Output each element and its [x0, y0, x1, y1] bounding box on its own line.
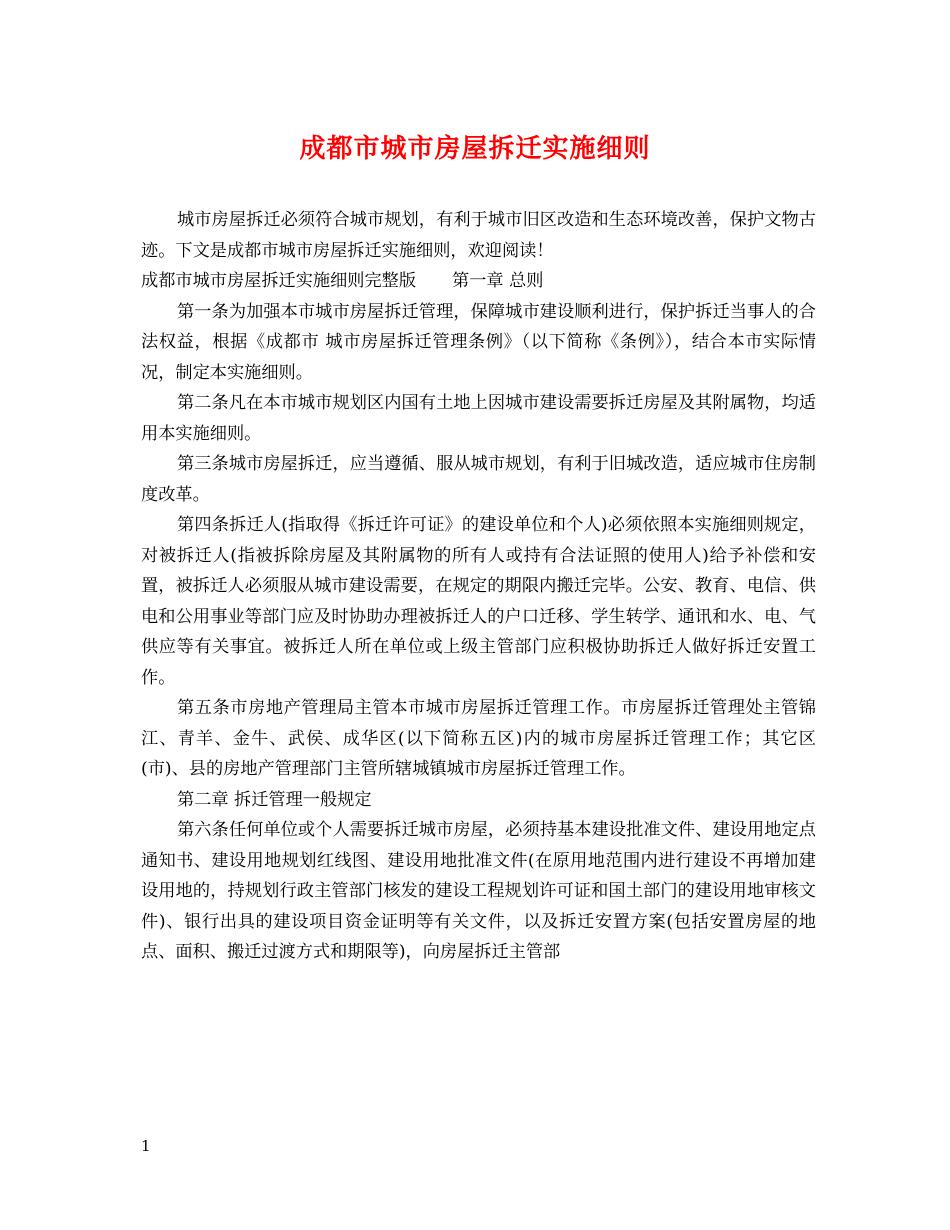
article-6: 第六条任何单位或个人需要拆迁城市房屋，必须持基本建设批准文件、建设用地定点通知书、建设用地规划红线图、建设用地批准文件(在原用地范围内进行建设不再增加建设用地的，持规划行政主管部门核发的建设工程规划许可证和国土部门的建设用地审核文件)、银行出具的建设项目资金证明等有关文件，以及拆迁安置方案(包括安置房屋的地点、面积、搬迁过渡方式和期限等)，向房屋拆迁主管部	[141, 820, 816, 962]
chapter-one-heading: 第一章 总则	[452, 271, 544, 291]
chapter-two-heading: 第二章 拆迁管理一般规定	[177, 789, 372, 810]
article-2: 第二条凡在本市城市规划区内国有土地上因城市建设需要拆迁房屋及其附属物，均适用本实施细则。	[141, 393, 816, 444]
article-5: 第五条市房地产管理局主管本市城市房屋拆迁管理工作。市房屋拆迁管理处主管锦江、青羊、金牛、武侯、成华区(以下简称五区)内的城市房屋拆迁管理工作；其它区(市)、县的房地产管理部门主管所辖城镇城市房屋拆迁管理工作。	[141, 698, 816, 779]
article-3: 第三条城市房屋拆迁，应当遵循、服从城市规划，有利于旧城改造，适应城市住房制度改革。	[141, 454, 816, 505]
article-4: 第四条拆迁人(指取得《拆迁许可证》的建设单位和个人)必须依照本实施细则规定，对被拆迁人(指被拆除房屋及其附属物的所有人或持有合法证照的使用人)给予补偿和安置，被拆迁人必须服从城市建设需要，在规定的期限内搬迁完毕。公安、教育、电信、供电和公用事业等部门应及时协助办理被拆迁人的户口迁移、学生转学、通讯和水、电、气供应等有关事宜。被拆迁人所在单位或上级主管部门应积极协助拆迁人做好拆迁安置工作。	[141, 515, 816, 688]
page-number: 1	[141, 1137, 151, 1155]
document-title: 成都市城市房屋拆迁实施细则	[299, 134, 651, 164]
document-heading-line	[141, 266, 816, 297]
article-1: 第一条为加强本市城市房屋拆迁管理，保障城市建设顺利进行，保护拆迁当事人的合法权益，根据《成都市 城市房屋拆迁管理条例》（以下简称《条例》），结合本市实际情况，制定本实施细则。	[141, 301, 816, 383]
document-version-title: 成都市城市房屋拆迁实施细则完整版	[141, 271, 417, 291]
intro-paragraph: 城市房屋拆迁必须符合城市规划，有利于城市旧区改造和生态环境改善，保护文物古迹。下文是成都市城市房屋拆迁实施细则，欢迎阅读！	[141, 210, 816, 261]
document-body	[141, 205, 816, 968]
